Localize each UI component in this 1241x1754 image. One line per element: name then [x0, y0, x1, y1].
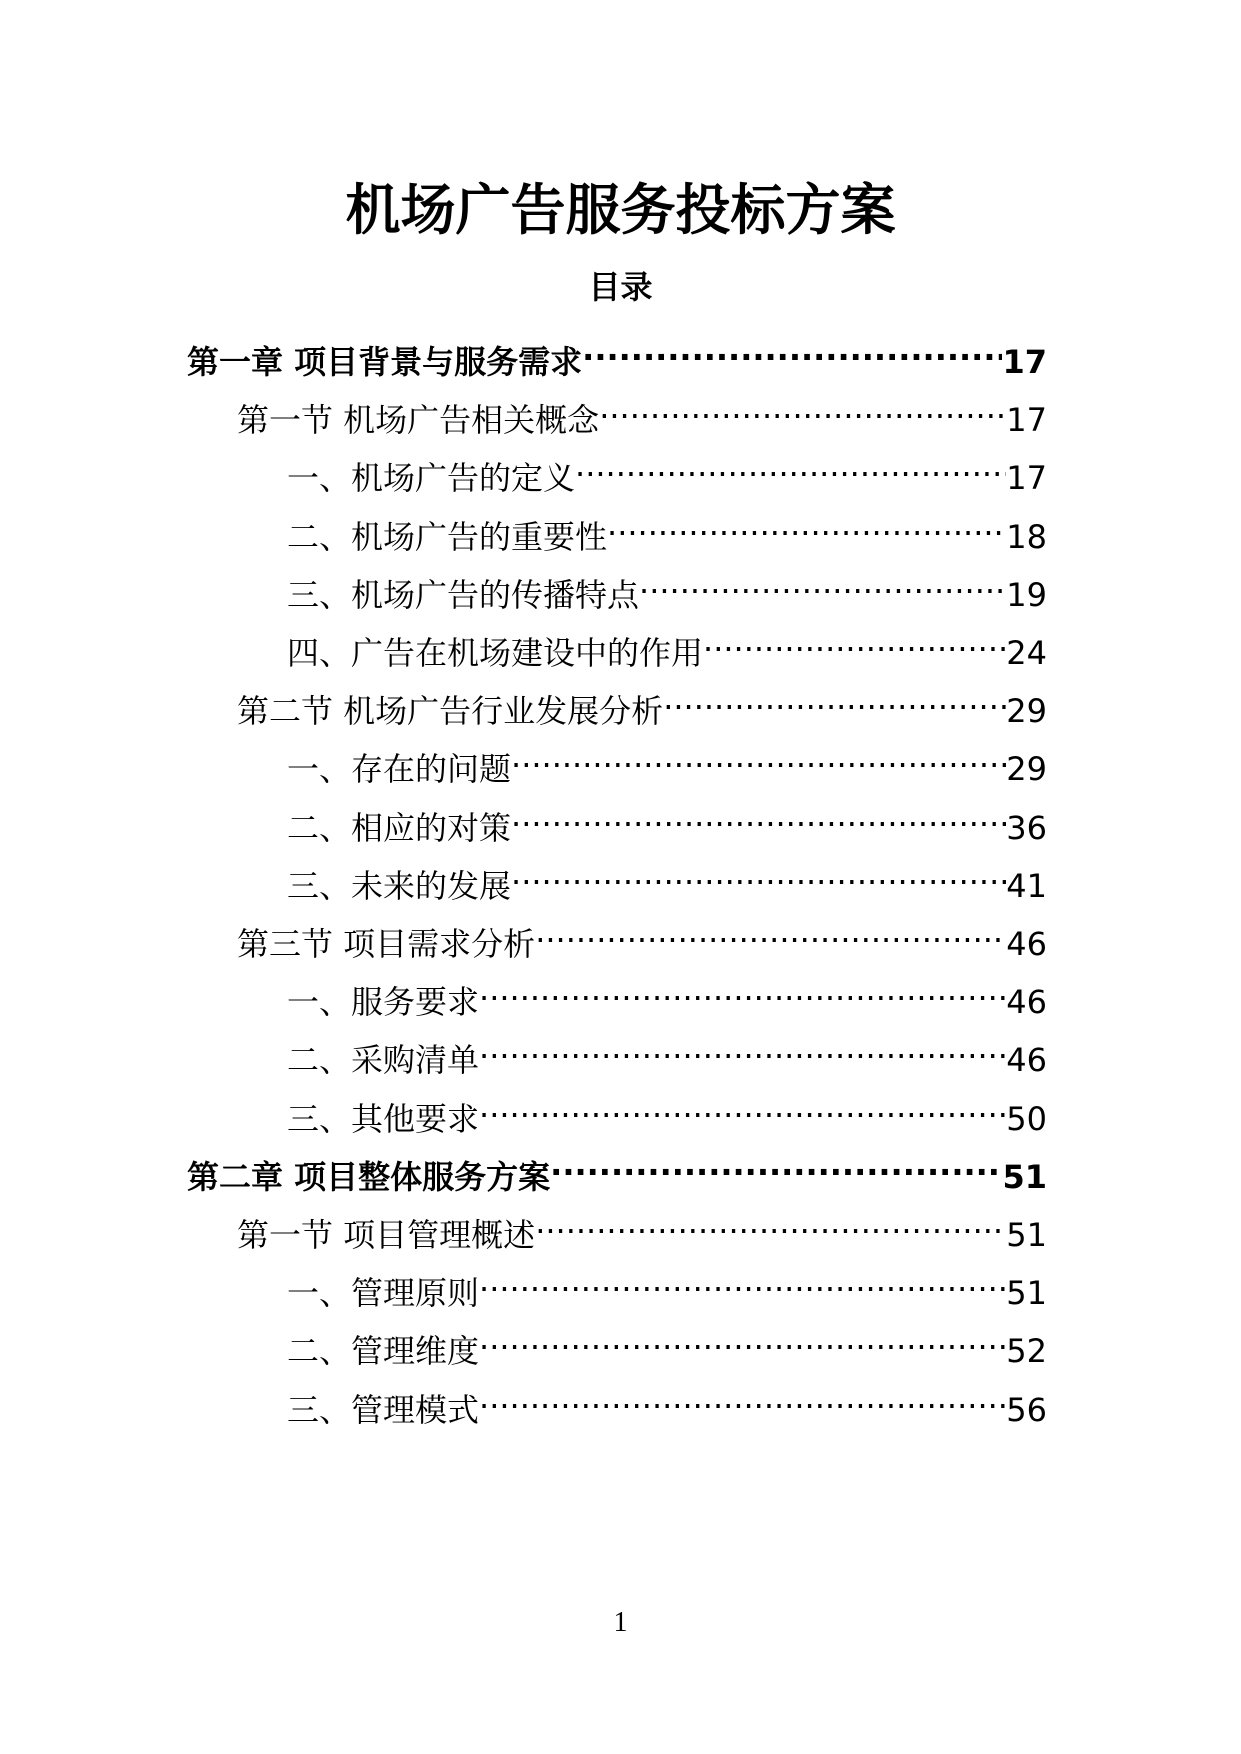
toc-entry-page: 46 — [1006, 983, 1047, 1021]
toc-entry[interactable] — [287, 1314, 1047, 1370]
toc-entry[interactable] — [287, 558, 1047, 614]
toc-dot-leader — [535, 1198, 1006, 1246]
toc-entry-page: 19 — [1006, 576, 1047, 614]
toc-dot-leader — [479, 1256, 1006, 1304]
toc-entry-page: 29 — [1006, 750, 1047, 788]
toc-entry[interactable] — [237, 383, 1047, 439]
toc-entry-page: 46 — [1006, 925, 1047, 963]
toc-dot-leader — [582, 325, 1002, 373]
toc-dot-leader — [639, 558, 1006, 606]
toc-entry[interactable] — [287, 732, 1047, 788]
toc-dot-leader — [663, 674, 1006, 722]
toc-entry-title: 第三节 项目需求分析 — [237, 925, 536, 963]
toc-entry-title: 二、相应的对策 — [287, 809, 512, 847]
toc-entry-page: 18 — [1006, 518, 1047, 556]
toc-dot-leader — [703, 616, 1006, 664]
toc-entry[interactable] — [287, 1082, 1047, 1138]
toc-entry-page: 46 — [1006, 1041, 1047, 1079]
toc-entry-page: 50 — [1006, 1100, 1047, 1138]
toc-entry[interactable] — [237, 674, 1047, 730]
toc-entry[interactable] — [287, 1256, 1047, 1312]
toc-dot-leader — [511, 732, 1006, 780]
toc-entry-title: 第二节 机场广告行业发展分析 — [237, 692, 664, 730]
toc-entry-title: 第一节 机场广告相关概念 — [237, 401, 600, 439]
toc-entry[interactable] — [287, 1373, 1047, 1429]
toc-entry-title: 二、采购清单 — [287, 1041, 480, 1079]
toc-entry-title: 三、管理模式 — [287, 1391, 480, 1429]
toc-entry-title: 三、未来的发展 — [287, 867, 512, 905]
toc-entry-title: 一、管理原则 — [287, 1274, 480, 1312]
toc-entry[interactable] — [287, 500, 1047, 556]
toc-entry[interactable] — [187, 1140, 1047, 1196]
toc-entry-title: 四、广告在机场建设中的作用 — [287, 634, 704, 672]
toc-dot-leader — [511, 849, 1006, 897]
toc-entry-page: 52 — [1006, 1332, 1047, 1370]
toc-entry[interactable] — [237, 1198, 1047, 1254]
toc-entry-page: 24 — [1006, 634, 1047, 672]
toc-entry-page: 29 — [1006, 692, 1047, 730]
toc-entry[interactable] — [287, 616, 1047, 672]
toc-dot-leader — [535, 907, 1006, 955]
toc-entry-title: 一、服务要求 — [287, 983, 480, 1021]
toc-entry-title: 二、管理维度 — [287, 1332, 480, 1370]
toc-heading: 目录 — [588, 268, 653, 306]
toc-entry[interactable] — [287, 1023, 1047, 1079]
toc-entry-title: 第一节 项目管理概述 — [237, 1216, 536, 1254]
toc-entry[interactable] — [287, 849, 1047, 905]
document-title: 机场广告服务投标方案 — [345, 178, 896, 242]
toc-entry-title: 二、机场广告的重要性 — [287, 518, 608, 556]
toc-dot-leader — [575, 441, 1006, 489]
toc-entry[interactable] — [287, 441, 1047, 497]
toc-entry-page: 17 — [1006, 401, 1047, 439]
toc-dot-leader — [479, 1082, 1006, 1130]
toc-entry-page: 51 — [1006, 1274, 1047, 1312]
toc-dot-leader — [511, 791, 1006, 839]
toc-entry-title: 第一章 项目背景与服务需求 — [187, 343, 583, 381]
toc-dot-leader — [479, 1373, 1006, 1421]
toc-entry[interactable] — [237, 907, 1047, 963]
toc-entry-page: 41 — [1006, 867, 1047, 905]
toc-entry-page: 36 — [1006, 809, 1047, 847]
toc-entry-title: 一、存在的问题 — [287, 750, 512, 788]
toc-entry[interactable] — [287, 791, 1047, 847]
toc-entry-page: 51 — [1002, 1158, 1047, 1196]
toc-entry[interactable] — [287, 965, 1047, 1021]
toc-entry-title: 第二章 项目整体服务方案 — [187, 1158, 551, 1196]
toc-entry-page: 51 — [1006, 1216, 1047, 1254]
toc-entry[interactable] — [187, 325, 1047, 381]
toc-entry-page: 17 — [1006, 459, 1047, 497]
toc-entry-page: 56 — [1006, 1391, 1047, 1429]
toc-dot-leader — [479, 1023, 1006, 1071]
toc-dot-leader — [479, 1314, 1006, 1362]
page-number: 1 — [613, 1607, 628, 1638]
toc-dot-leader — [607, 500, 1006, 548]
toc-entry-title: 三、机场广告的传播特点 — [287, 576, 640, 614]
toc-dot-leader — [479, 965, 1006, 1013]
toc-dot-leader — [599, 383, 1006, 431]
toc-entry-page: 17 — [1002, 343, 1047, 381]
toc-entry-title: 三、其他要求 — [287, 1100, 480, 1138]
toc-entry-title: 一、机场广告的定义 — [287, 459, 576, 497]
toc-dot-leader — [550, 1140, 1002, 1188]
